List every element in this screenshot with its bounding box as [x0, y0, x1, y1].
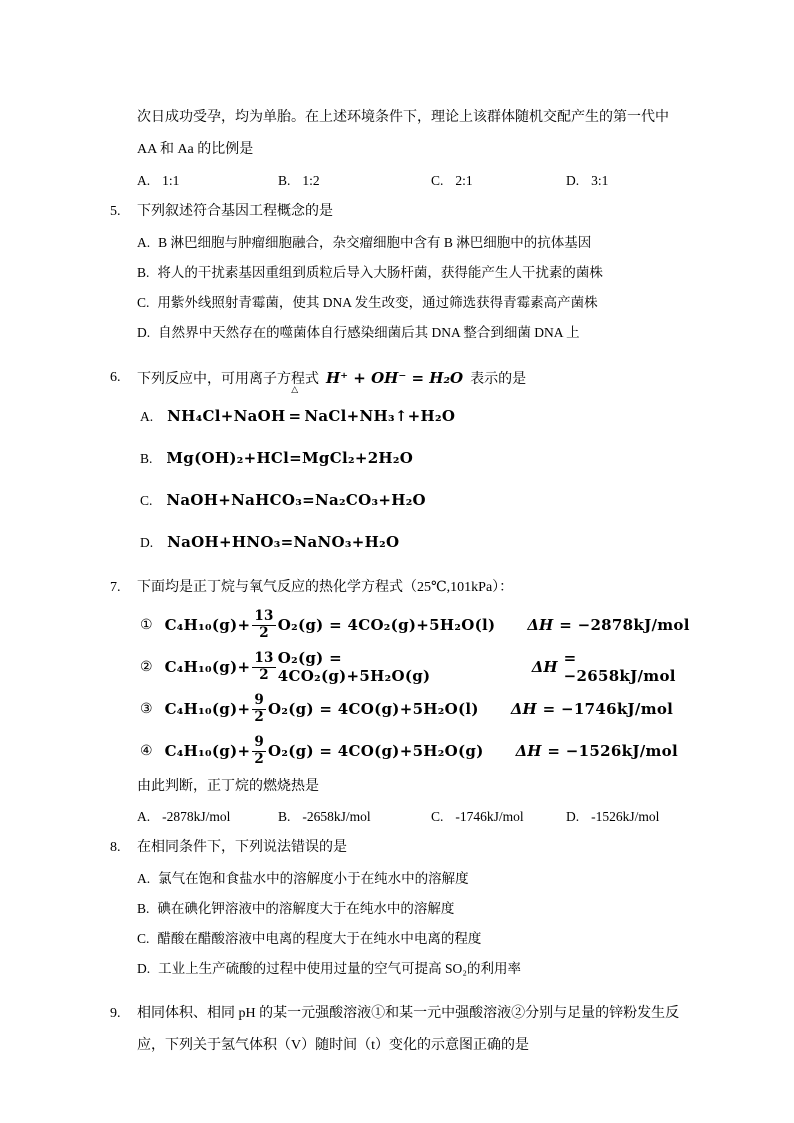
question-7-stem — [110, 572, 694, 604]
option-text: 将人的干扰素基因重组到质粒后导入大肠杆菌，获得能产生人干扰素的菌株 — [157, 265, 603, 280]
equals-with-delta — [285, 385, 304, 437]
q6-option-a — [110, 385, 694, 438]
question-number: 8. — [110, 840, 121, 855]
question-9-stem — [110, 998, 694, 1062]
question-text: 下列叙述符合基因工程概念的是 — [137, 204, 333, 219]
equation-pre: C₄H₁₀(g)+ — [164, 616, 251, 634]
enthalpy-value — [516, 742, 678, 760]
option-label: A. — [137, 235, 151, 250]
option-value: 2:1 — [455, 173, 473, 188]
circled-number: ① — [140, 617, 153, 633]
question-text: 下面均是正丁烷与氧气反应的热化学方程式（25℃,101kPa）： — [137, 580, 514, 595]
heat-delta-symbol: △ — [291, 385, 299, 395]
option-label: B. — [278, 809, 291, 824]
q7-equation-1 — [110, 604, 694, 646]
q8-option-d — [110, 954, 694, 984]
intro-line-1: 次日成功受孕，均为单胎。在上述环境条件下，理论上该群体随机交配产生的第一代中 — [137, 110, 669, 125]
equation-pre: C₄H₁₀(g)+ — [164, 700, 251, 718]
q5-option-b — [110, 258, 694, 288]
q6-option-c — [110, 480, 694, 522]
q7-equation-4 — [110, 730, 694, 772]
option-label: A. — [137, 871, 151, 886]
delta-h-label: ΔH — [510, 700, 537, 718]
question-5-stem — [110, 196, 694, 228]
q7-option-b — [278, 802, 431, 832]
q7-equation-2 — [110, 646, 694, 688]
circled-number: ② — [140, 659, 153, 675]
fraction-numerator: 13 — [254, 607, 274, 624]
equation-right: NaCl+NH₃↑+H₂O — [304, 407, 456, 425]
q5-option-a — [110, 228, 694, 258]
question-text: 在相同条件下，下列说法错误的是 — [137, 840, 347, 855]
option-value: -1746kJ/mol — [455, 809, 524, 824]
thermochemical-equation — [165, 735, 484, 767]
delta-h-label: ΔH — [515, 742, 542, 760]
q7-equation-3 — [110, 688, 694, 730]
chemical-equation: Mg(OH)₂+HCl=MgCl₂+2H₂O — [166, 449, 414, 467]
option-text: 自然界中天然存在的噬菌体自行感染细菌后其 DNA 整合到细菌 DNA 上 — [158, 325, 580, 340]
option-label: B. — [137, 265, 150, 280]
option-value: -1526kJ/mol — [591, 809, 660, 824]
q7-option-c — [431, 802, 566, 832]
stem-pre: 下列反应中，可用离子方程式 — [137, 372, 319, 387]
intro-option-a — [137, 166, 278, 196]
circled-number: ④ — [140, 743, 153, 759]
option-label: C. — [137, 931, 150, 946]
option-label: B. — [140, 451, 153, 466]
delta-h-value: = −1526kJ/mol — [547, 742, 678, 760]
equals-sign: = — [288, 407, 302, 425]
fraction — [252, 609, 275, 641]
option-label: C. — [431, 173, 444, 188]
enthalpy-value — [527, 616, 689, 634]
thermochemical-equation — [165, 649, 500, 685]
fraction-denominator: 2 — [259, 666, 269, 683]
fraction-numerator: 9 — [254, 733, 265, 750]
delta-h-value: = −1746kJ/mol — [542, 700, 674, 718]
question-number: 5. — [110, 204, 121, 219]
q7-option-a — [137, 802, 278, 832]
question-text: 相同体积、相同 pH 的某一元强酸溶液①和某一元中强酸溶液②分别与足量的锌粉发生反应，下列关于氢气体积（V）随时间（t）变化的示意图正确的是 — [137, 1006, 680, 1053]
q8-option-b — [110, 894, 694, 924]
intro-option-b — [278, 166, 431, 196]
intro-option-c — [431, 166, 566, 196]
q5-option-d — [110, 318, 694, 348]
delta-h-value: = −2878kJ/mol — [559, 616, 690, 634]
option-text: 醋酸在醋酸溶液中电离的程度大于在纯水中电离的程度 — [157, 931, 482, 946]
question-text — [137, 362, 526, 396]
delta-h-value: = −2658kJ/mol — [563, 649, 676, 685]
option-value: 1:1 — [162, 173, 180, 188]
option-label: C. — [140, 493, 153, 508]
thermochemical-equation — [165, 609, 496, 641]
option-label: D. — [566, 809, 580, 824]
option-label: D. — [566, 173, 580, 188]
option-text: 用紫外线照射青霉菌，使其 DNA 发生改变，通过筛选获得青霉素高产菌株 — [157, 295, 598, 310]
option-value: 3:1 — [591, 173, 609, 188]
q7-option-d — [566, 802, 659, 832]
q6-option-b — [110, 438, 694, 480]
stem-post: 表示的是 — [470, 372, 527, 387]
fraction — [252, 735, 266, 767]
chemical-equation — [167, 385, 456, 425]
option-text: B 淋巴细胞与肿瘤细胞融合，杂交瘤细胞中含有 B 淋巴细胞中的抗体基因 — [158, 235, 592, 250]
chemical-equation: NaOH+HNO₃=NaNO₃+H₂O — [167, 533, 400, 551]
option-text: 工业上生产硫酸的过程中使用过量的空气可提高 SO₂的利用率 — [158, 961, 521, 976]
question-number: 6. — [110, 370, 121, 385]
fraction — [252, 693, 266, 725]
q8-option-c — [110, 924, 694, 954]
option-value: -2658kJ/mol — [302, 809, 371, 824]
option-text: 碘在碘化钾溶液中的溶解度大于在纯水中的溶解度 — [157, 901, 455, 916]
option-label: A. — [140, 409, 154, 424]
fraction-denominator: 2 — [259, 624, 269, 641]
intro-option-d — [566, 166, 608, 196]
circled-number: ③ — [140, 701, 153, 717]
equation-left: NH₄Cl+NaOH — [167, 407, 286, 425]
enthalpy-value — [532, 649, 694, 685]
option-text: 氯气在饱和食盐水中的溶解度小于在纯水中的溶解度 — [158, 871, 469, 886]
equation-post: O₂(g) = 4CO₂(g)+5H₂O(g) — [277, 649, 431, 685]
option-label: B. — [137, 901, 150, 916]
fraction-denominator: 2 — [254, 750, 265, 767]
fraction — [252, 651, 275, 683]
intro-line-2: AA 和 Aa 的比例是 — [137, 142, 254, 157]
question-number: 9. — [110, 1006, 121, 1021]
q8-option-a — [110, 864, 694, 894]
option-value: 1:2 — [302, 173, 320, 188]
option-label: A. — [137, 809, 151, 824]
equation-post: O₂(g) = 4CO(g)+5H₂O(g) — [268, 742, 484, 760]
option-label: C. — [137, 295, 150, 310]
option-label: C. — [431, 809, 444, 824]
intro-options-row — [110, 166, 694, 196]
equation-pre: C₄H₁₀(g)+ — [164, 742, 251, 760]
equation-post: O₂(g) = 4CO(g)+5H₂O(l) — [268, 700, 479, 718]
question-number: 7. — [110, 580, 121, 595]
fraction-numerator: 13 — [254, 649, 274, 666]
option-label: B. — [278, 173, 291, 188]
equation-pre: C₄H₁₀(g)+ — [164, 658, 251, 676]
option-label: A. — [137, 173, 151, 188]
q7-options-row — [110, 802, 694, 832]
option-label: D. — [137, 325, 151, 340]
q7-conclusion: 由此判断，正丁烷的燃烧热是 — [137, 779, 319, 794]
ionic-equation-formula: H⁺ + OH⁻ = H₂O — [326, 369, 464, 387]
delta-h-label: ΔH — [531, 658, 558, 676]
thermochemical-equation — [165, 693, 479, 725]
option-label: D. — [137, 961, 151, 976]
q6-option-d — [110, 522, 694, 564]
option-label: D. — [140, 535, 154, 550]
q5-option-c — [110, 288, 694, 318]
option-value: -2878kJ/mol — [162, 809, 231, 824]
fraction-numerator: 9 — [254, 691, 265, 708]
equation-post: O₂(g) = 4CO₂(g)+5H₂O(l) — [277, 616, 496, 634]
chemical-equation: NaOH+NaHCO₃=Na₂CO₃+H₂O — [166, 491, 426, 509]
fraction-denominator: 2 — [254, 708, 265, 725]
question-8-stem — [110, 832, 694, 864]
question-6-stem — [110, 362, 694, 396]
enthalpy-value — [511, 700, 673, 718]
delta-h-label: ΔH — [527, 616, 554, 634]
